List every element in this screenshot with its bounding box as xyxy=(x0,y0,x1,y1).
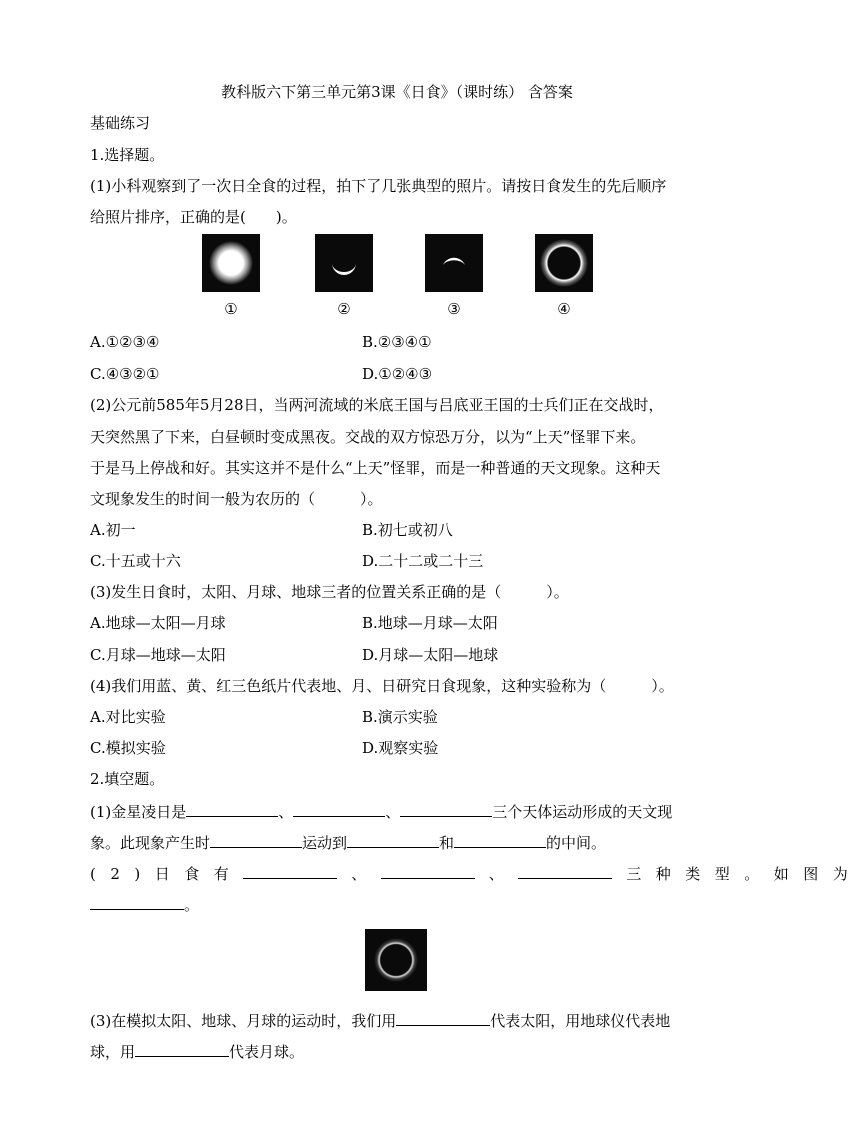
q4-option-a: A.对比实验 xyxy=(90,708,166,726)
fill-q1-text-b: 三个天体运动形成的天文现 xyxy=(492,803,673,821)
fill-q2-end: 。 xyxy=(184,896,200,914)
answer-blank[interactable] xyxy=(293,801,385,817)
q1-option-c: C.④③②① xyxy=(90,365,160,383)
photo-label-2: ② xyxy=(337,300,351,318)
fill-q3-text-c: 球，用 xyxy=(90,1043,136,1061)
photo-label-3: ③ xyxy=(447,300,461,318)
answer-blank[interactable] xyxy=(454,832,546,848)
eclipse-photo-ring xyxy=(535,234,593,292)
part1-heading: 1.选择题。 xyxy=(90,146,165,164)
fill-q1-line2 xyxy=(90,832,606,853)
fill-q3-text-d: 代表月球。 xyxy=(229,1043,305,1061)
q4-option-b: B.演示实验 xyxy=(362,708,438,726)
fill-q1-text-e: 和 xyxy=(439,834,455,852)
fill-q2-text-b: 三种类型。如图为 xyxy=(626,865,862,883)
fill-q1-text-c: 象。此现象产生时 xyxy=(90,834,211,852)
q4-option-d: D.观察实验 xyxy=(362,739,439,757)
fill-q1-line1 xyxy=(90,801,672,822)
answer-blank[interactable] xyxy=(135,1041,229,1057)
q2-option-b: B.初七或初八 xyxy=(362,521,453,539)
fill-q1-text-f: 的中间。 xyxy=(546,834,607,852)
fill-q2-text-a: (2)日食有 xyxy=(90,865,244,883)
section-heading: 基础练习 xyxy=(90,114,151,132)
q3-option-b: B.地球—月球—太阳 xyxy=(362,614,498,632)
answer-blank[interactable] xyxy=(243,863,337,879)
q1-stem-line2: 给照片排序，正确的是( )。 xyxy=(90,208,297,226)
answer-blank[interactable] xyxy=(347,832,439,848)
q2-stem-line1: (2)公元前585年5月28日，当两河流域的米底王国与吕底亚王国的士兵们正在交战时， xyxy=(90,396,664,414)
fill-q1-sep-1: 、 xyxy=(278,803,294,821)
q1-option-a: A.①②③④ xyxy=(90,333,160,351)
q3-option-a: A.地球—太阳—月球 xyxy=(90,614,226,632)
fill-q2-line2 xyxy=(90,894,199,915)
page-title: 教科版六下第三单元第3课《日食》（课时练） 含答案 xyxy=(221,83,573,101)
q1-stem-line1: (1)小科观察到了一次日全食的过程，拍下了几张典型的照片。请按日食发生的先后顺序 xyxy=(90,177,667,195)
q2-stem-line3: 于是马上停战和好。其实这并不是什么“上天”怪罪，而是一种普通的天文现象。这种天 xyxy=(90,459,661,477)
answer-blank[interactable] xyxy=(396,1010,490,1026)
fill-q1-text-a: (1)金星凌日是 xyxy=(90,803,187,821)
photo-label-1: ① xyxy=(224,300,238,318)
q2-stem-line4: 文现象发生的时间一般为农历的（ ）。 xyxy=(90,490,383,508)
part2-heading: 2.填空题。 xyxy=(90,770,165,788)
q4-option-c: C.模拟实验 xyxy=(90,739,166,757)
fill-q2-sep-1: 、 xyxy=(351,865,381,883)
fill-q2-line1 xyxy=(90,863,862,884)
q1-option-d: D.①②④③ xyxy=(362,365,433,383)
fill-q3-line1 xyxy=(90,1010,670,1031)
fill-q3-line2 xyxy=(90,1041,304,1062)
answer-blank[interactable] xyxy=(210,832,302,848)
eclipse-photo-full-sun xyxy=(202,234,260,292)
fill-q1-sep-2: 、 xyxy=(385,803,401,821)
answer-blank[interactable] xyxy=(518,863,612,879)
fill-q2-sep-2: 、 xyxy=(488,865,519,883)
q3-stem: (3)发生日食时，太阳、月球、地球三者的位置关系正确的是（ ）。 xyxy=(90,583,569,601)
q2-stem-line2: 天突然黑了下来，白昼顿时变成黑夜。交战的双方惊恐万分，以为“上天”怪罪下来。 xyxy=(90,428,646,446)
answer-blank[interactable] xyxy=(400,801,492,817)
answer-blank[interactable] xyxy=(186,801,278,817)
fill-q1-text-d: 运动到 xyxy=(302,834,348,852)
eclipse-photo-crescent-bottom xyxy=(315,234,373,292)
fill-q3-text-a: (3)在模拟太阳、地球、月球的运动时，我们用 xyxy=(90,1012,397,1030)
answer-blank[interactable] xyxy=(381,863,475,879)
photo-label-4: ④ xyxy=(557,300,571,318)
fill-q3-text-b: 代表太阳，用地球仪代表地 xyxy=(490,1012,671,1030)
q4-stem: (4)我们用蓝、黄、红三色纸片代表地、月、日研究日食现象，这种实验称为（ ）。 xyxy=(90,677,674,695)
answer-blank[interactable] xyxy=(90,894,184,910)
q2-option-d: D.二十二或二十三 xyxy=(362,552,484,570)
q3-option-d: D.月球—太阳—地球 xyxy=(362,646,499,664)
eclipse-photo-annular xyxy=(365,929,427,991)
q3-option-c: C.月球—地球—太阳 xyxy=(90,646,226,664)
eclipse-photo-crescent-top xyxy=(425,234,483,292)
q2-option-c: C.十五或十六 xyxy=(90,552,181,570)
q1-option-b: B.②③④① xyxy=(362,333,432,351)
q2-option-a: A.初一 xyxy=(90,521,136,539)
